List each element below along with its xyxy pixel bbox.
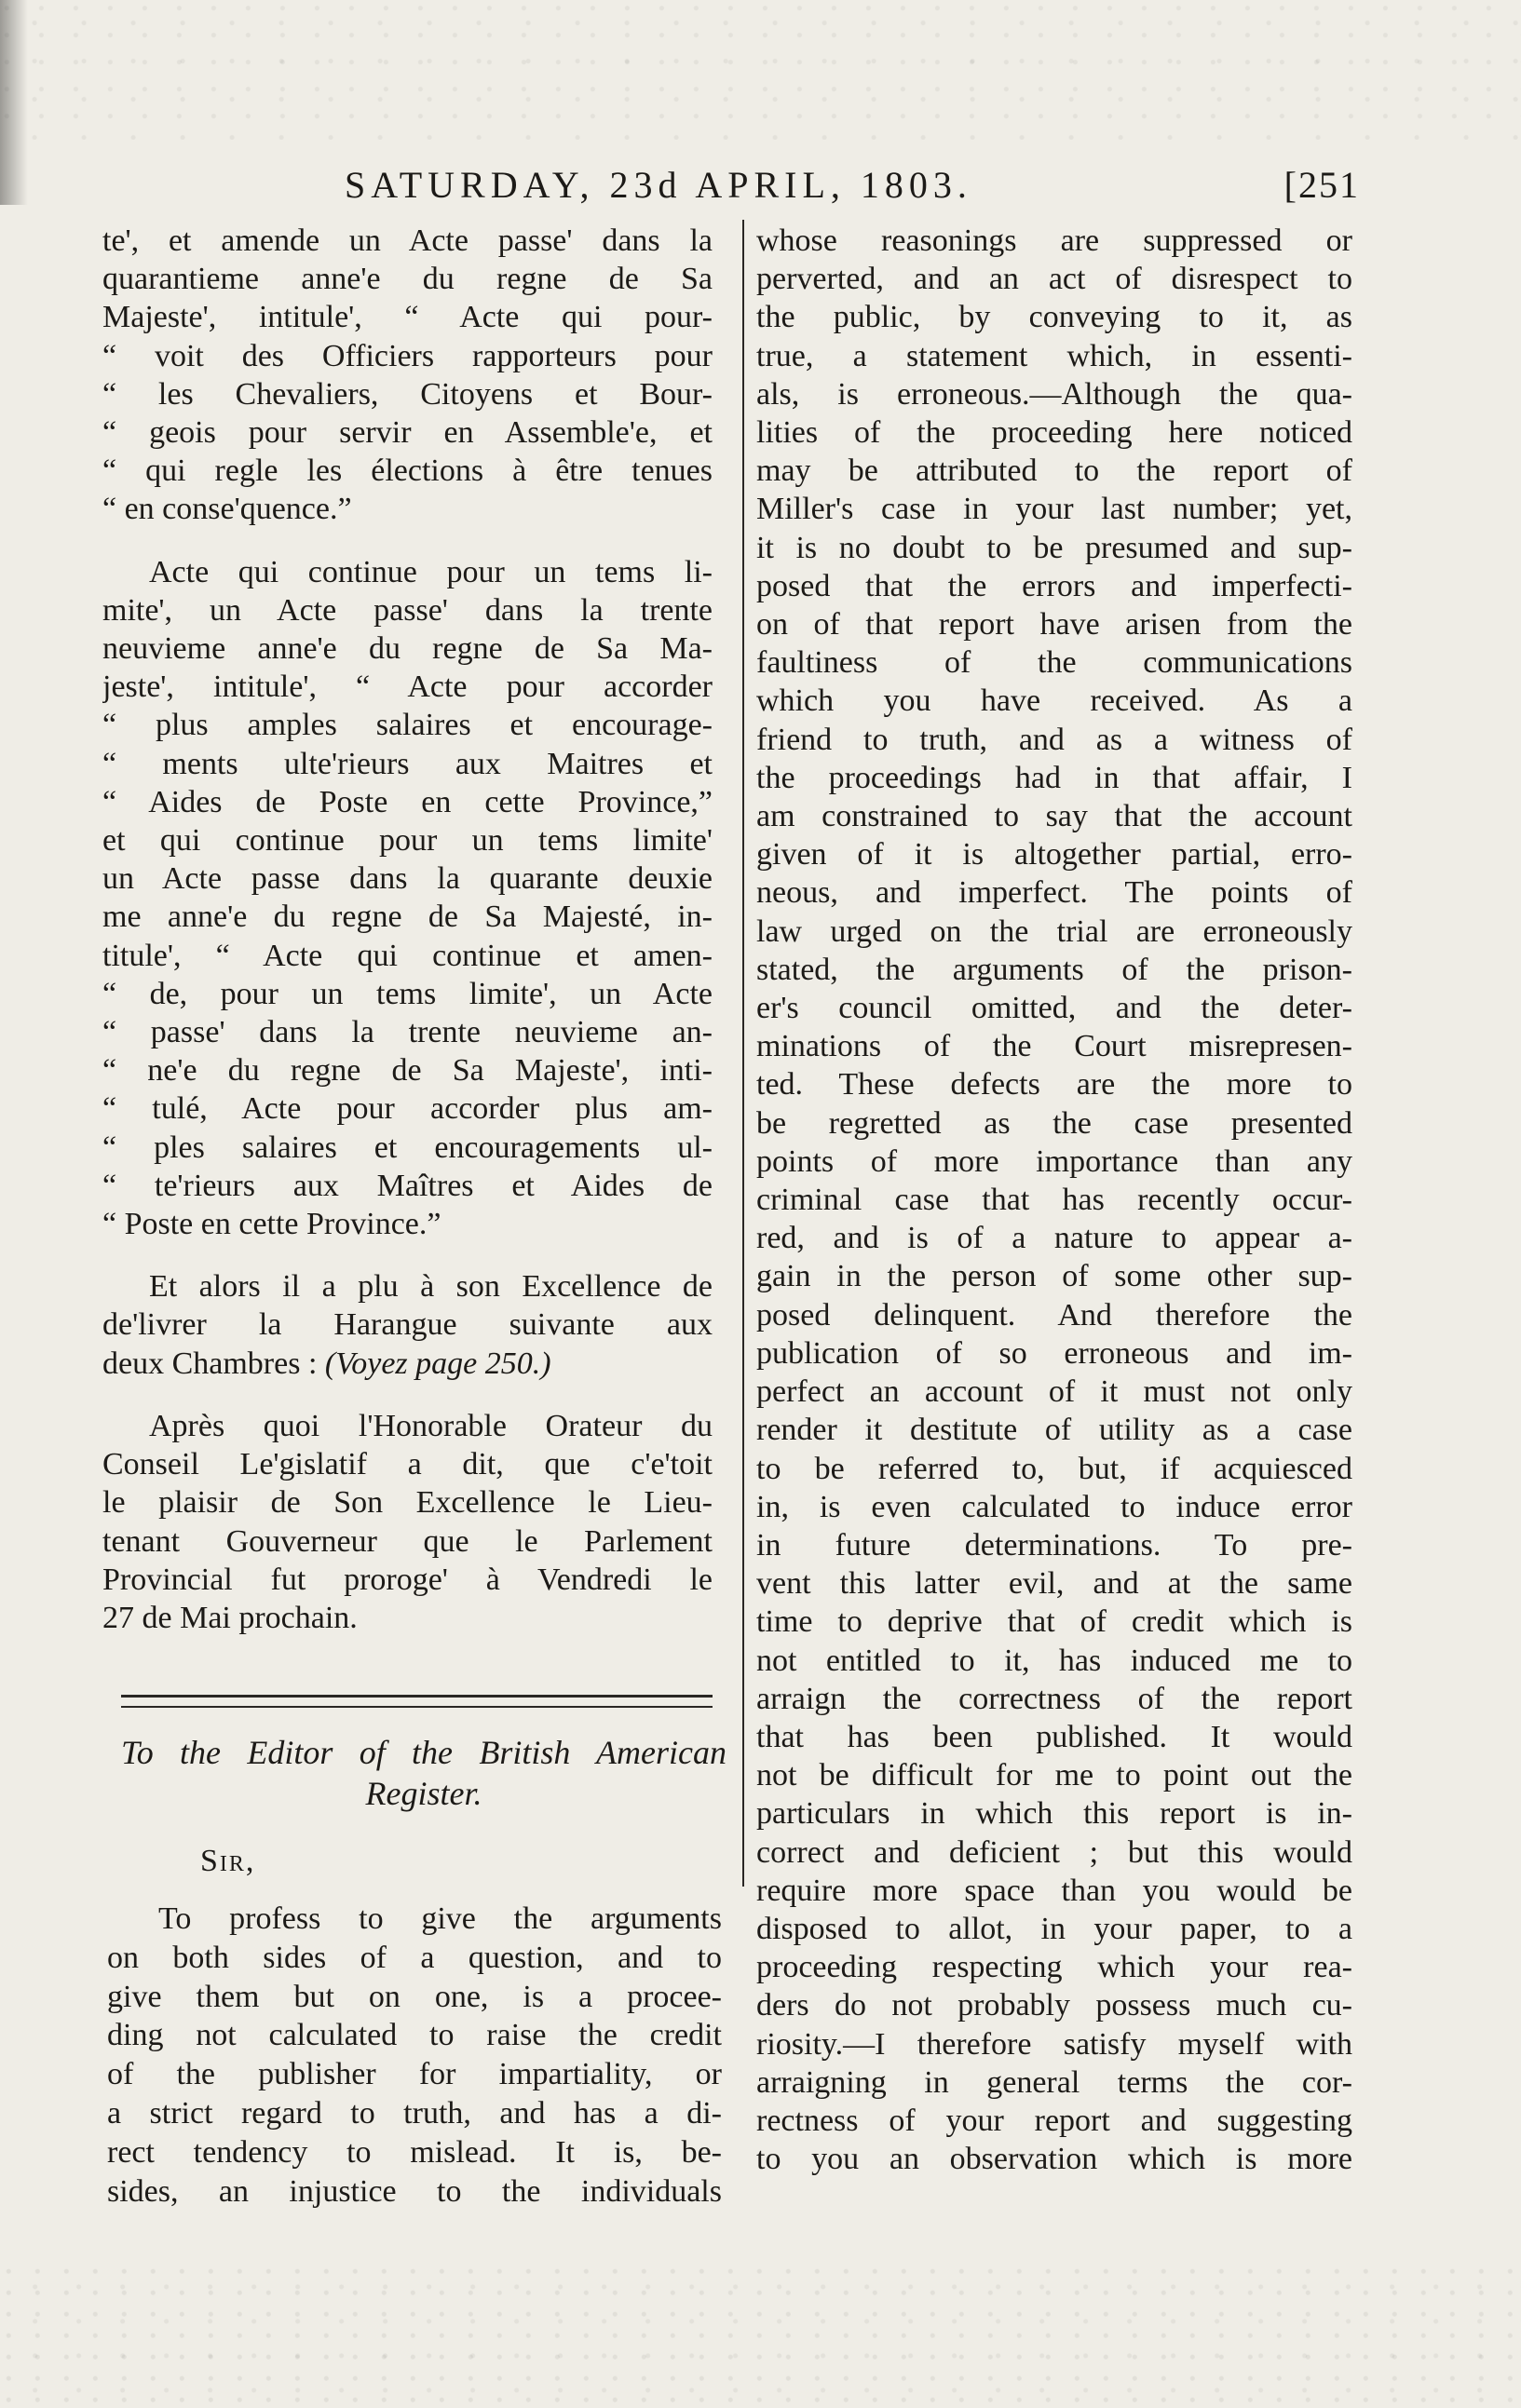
text-line: Et alors il a plu à son Excellence de — [149, 1269, 713, 1305]
text-line: arraigning in general terms the cor- — [756, 2064, 1352, 2100]
text-line: to you an observation which is more — [756, 2142, 1352, 2177]
text-line: et qui continue pour un tems limite' — [102, 823, 713, 859]
text-line: give them but on one, is a procee- — [107, 1979, 722, 2014]
page-reference-note: (Voyez page 250.) — [317, 1346, 551, 1381]
paper-texture-top — [0, 0, 1521, 140]
text-line: als, is erroneous.—Although the qua- — [756, 376, 1352, 412]
text-line: faultiness of the communications — [756, 645, 1352, 681]
letter-opening — [107, 1900, 722, 2211]
text-line: am constrained to say that the account — [756, 799, 1352, 834]
text-line: particulars in which this report is in- — [756, 1796, 1352, 1832]
text-line: a strict regard to truth, and has a di- — [107, 2095, 722, 2131]
text-line: To profess to give the arguments — [158, 1901, 722, 1936]
text-line: un Acte passe dans la quarante deuxie — [102, 861, 713, 897]
text-line: Miller's case in your last number; yet, — [756, 492, 1352, 527]
text-line: Acte qui continue pour un tems li- — [149, 554, 713, 589]
text-line: Provincial fut proroge' à Vendredi le — [102, 1562, 713, 1597]
text-line: ted. These defects are the more to — [756, 1067, 1352, 1103]
text-line: Après quoi l'Honorable Orateur du — [149, 1408, 713, 1443]
paragraph-harangue — [102, 1267, 713, 1383]
text-line: criminal case that has recently occur- — [756, 1183, 1352, 1218]
text-line: “ plus amples salaires et encourage- — [102, 708, 713, 743]
paper-texture-bottom — [0, 2263, 1521, 2408]
text-line: deux Chambres : (Voyez page 250.) — [102, 1346, 551, 1381]
text-line: ders do not probably possess much cu- — [756, 1988, 1352, 2023]
text-line: sides, an injustice to the individuals — [107, 2173, 722, 2209]
text-line: “ Aides de Poste en cette Province,” — [102, 784, 713, 819]
text-line: “ ne'e du regne de Sa Majeste', inti- — [102, 1053, 713, 1089]
text-line: gain in the person of some other sup- — [756, 1259, 1352, 1294]
text-line: “ Poste en cette Province.” — [102, 1207, 441, 1242]
letter-heading-line2: Register. — [365, 1775, 482, 1812]
text-line: time to deprive that of credit which is — [756, 1604, 1352, 1640]
letter-heading-line1: To the Editor of the British American — [121, 1734, 727, 1771]
text-line: riosity.—I therefore satisfy myself with — [756, 2026, 1352, 2062]
text-line: ding not calculated to raise the credit — [107, 2018, 722, 2053]
text-line: mite', un Acte passe' dans la trente — [102, 592, 713, 628]
text-line: red, and is of a nature to appear a- — [756, 1221, 1352, 1256]
paragraph-act-officers — [102, 222, 713, 529]
page-header — [345, 163, 1360, 215]
text-line: may be attributed to the report of — [756, 453, 1352, 489]
text-line: “ te'rieurs aux Maîtres et Aides de — [102, 1168, 713, 1203]
text-line: not entitled to it, has induced me to — [756, 1643, 1352, 1678]
text-line: “ qui regle les élections à être tenues — [102, 453, 713, 489]
text-line: lities of the proceeding here noticed — [756, 415, 1352, 451]
text-line: not be difficult for me to point out the — [756, 1758, 1352, 1793]
text-line: posed delinquent. And therefore the — [756, 1297, 1352, 1333]
text-line: friend to truth, and as a witness of — [756, 722, 1352, 757]
text-line: true, a statement which, in essenti- — [756, 338, 1352, 373]
text-line: tenant Gouverneur que le Parlement — [102, 1523, 713, 1559]
text-line: er's council omitted, and the deter- — [756, 991, 1352, 1026]
text-line: “ de, pour un tems limite', un Acte — [102, 976, 713, 1011]
text-line: “ en conse'quence.” — [102, 492, 352, 527]
text-line: Conseil Le'gislatif a dit, que c'e'toit — [102, 1447, 713, 1482]
text-line: points of more importance than any — [756, 1143, 1352, 1179]
left-column — [102, 222, 713, 1637]
right-column — [756, 222, 1352, 2178]
section-separator — [121, 1695, 713, 1708]
text-line: “ ments ulte'rieurs aux Maitres et — [102, 746, 713, 781]
text-line: te', et amende un Acte passe' dans la — [102, 223, 713, 258]
text-line: the proceedings had in that affair, I — [756, 760, 1352, 795]
text-line: quarantieme anne'e du regne de Sa — [102, 262, 713, 297]
text-line: vent this latter evil, and at the same — [756, 1566, 1352, 1602]
text-line: publication of so erroneous and im- — [756, 1335, 1352, 1371]
text-line: in, is even calculated to induce error — [756, 1489, 1352, 1524]
text-line: that has been published. It would — [756, 1719, 1352, 1754]
text-line: given of it is altogether partial, erro- — [756, 837, 1352, 873]
text-line: it is no doubt to be presumed and sup- — [756, 530, 1352, 565]
text-line: posed that the errors and imperfecti- — [756, 568, 1352, 603]
text-line: “ ples salaires et encouragements ul- — [102, 1130, 713, 1165]
text-line: de'livrer la Harangue suivante aux — [102, 1307, 713, 1343]
text-line: the public, by conveying to it, as — [756, 300, 1352, 335]
page-number: [251 — [1283, 164, 1360, 206]
text-line: minations of the Court misrepresen- — [756, 1029, 1352, 1064]
text-line: whose reasonings are suppressed or — [756, 223, 1352, 258]
text-line: “ passe' dans la trente neuvieme an- — [102, 1015, 713, 1050]
text-line: in future determinations. To pre- — [756, 1527, 1352, 1562]
text-line: titule', “ Acte qui continue et amen- — [102, 938, 713, 973]
text-line: disposed to allot, in your paper, to a — [756, 1911, 1352, 1946]
text-line: render it destitute of utility as a case — [756, 1413, 1352, 1448]
text-line: rectness of your report and suggesting — [756, 2103, 1352, 2138]
paragraph-act-post — [102, 553, 713, 1244]
header-date: SATURDAY, 23d APRIL, 1803. — [345, 164, 972, 206]
text-line: perfect an account of it must not only — [756, 1374, 1352, 1410]
text-line: on of that report have arisen from the — [756, 607, 1352, 643]
text-line: arraign the correctness of the report — [756, 1681, 1352, 1716]
text-line: rect tendency to mislead. It is, be- — [107, 2134, 722, 2170]
text-line: neuvieme anne'e du regne de Sa Ma- — [102, 631, 713, 667]
text-line: of the publisher for impartiality, or — [107, 2057, 722, 2092]
text-line: “ geois pour servir en Assemble'e, et — [102, 415, 713, 451]
text-line: perverted, and an act of disrespect to — [756, 262, 1352, 297]
text-line: proceeding respecting which your rea- — [756, 1950, 1352, 1985]
text-line: “ voit des Officiers rapporteurs pour — [102, 338, 713, 373]
text-line: which you have received. As a — [756, 683, 1352, 719]
text-line: Majeste', intitule', “ Acte qui pour- — [102, 300, 713, 335]
text-line: correct and deficient ; but this would — [756, 1834, 1352, 1870]
text-line: be regretted as the case presented — [756, 1105, 1352, 1141]
text-line: “ tulé, Acte pour accorder plus am- — [102, 1091, 713, 1127]
salutation: Sir, — [200, 1844, 256, 1878]
text-line: law urged on the trial are erroneously — [756, 913, 1352, 949]
paragraph-prorogation — [102, 1407, 713, 1637]
edge-stain — [0, 0, 28, 205]
text-line: stated, the arguments of the prison- — [756, 952, 1352, 987]
letter-heading — [121, 1732, 727, 1814]
text-line: neous, and imperfect. The points of — [756, 875, 1352, 911]
text-line: to be referred to, but, if acquiesced — [756, 1451, 1352, 1486]
text-line: le plaisir de Son Excellence le Lieu- — [102, 1485, 713, 1521]
text-line: require more space than you would be — [756, 1873, 1352, 1908]
column-divider — [742, 220, 744, 1887]
text-line: on both sides of a question, and to — [107, 1940, 722, 1975]
text-line: jeste', intitule', “ Acte pour accorder — [102, 670, 713, 705]
text-line: me anne'e du regne de Sa Majesté, in- — [102, 900, 713, 935]
text-line: 27 de Mai prochain. — [102, 1600, 358, 1635]
text-line: “ les Chevaliers, Citoyens et Bour- — [102, 376, 713, 412]
